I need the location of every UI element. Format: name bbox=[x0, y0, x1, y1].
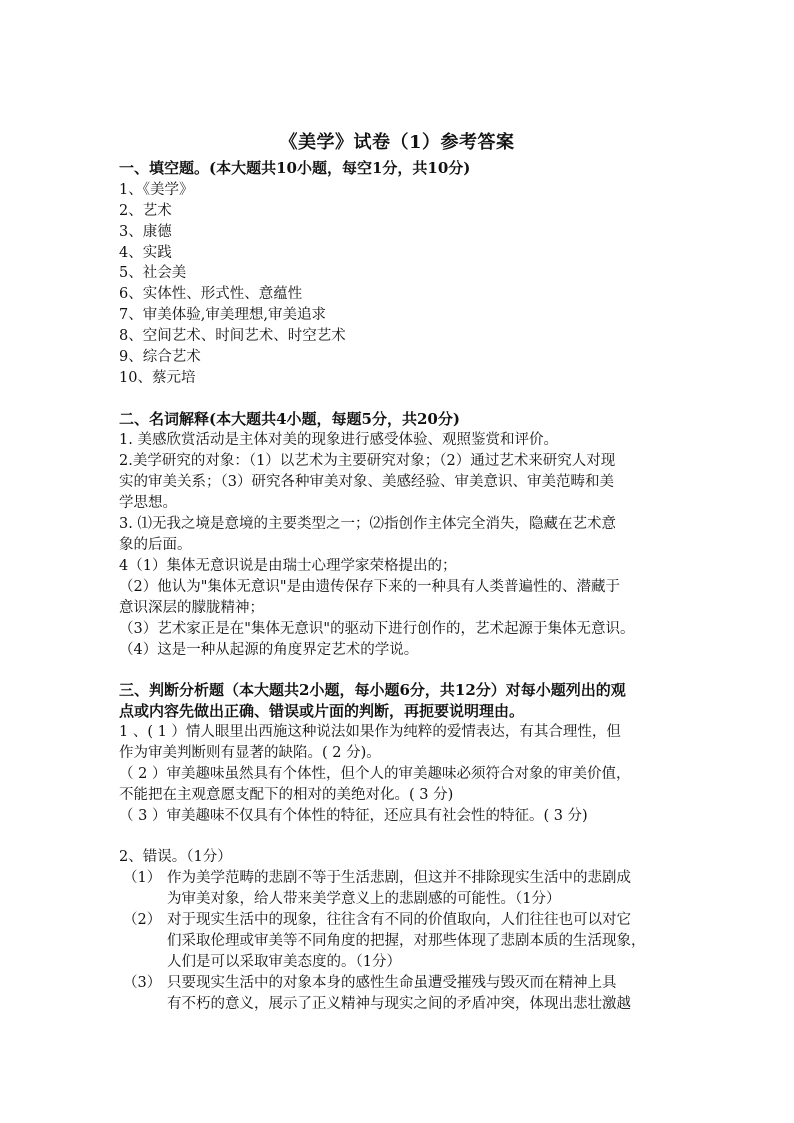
q2-item-line: 只要现实生活中的对象本身的感性生命虽遭受摧残与毁灭而在精神上具 bbox=[167, 975, 617, 991]
term-answer-line: 3. ⑴无我之境是意境的主要类型之一；⑵指创作主体完全消失，隐藏在艺术意 bbox=[119, 516, 616, 532]
fill-answer-10: 10、蔡元培 bbox=[119, 370, 196, 386]
term-answer-line: 象的后面。 bbox=[119, 537, 192, 553]
q2-item-line: 为审美对象，给人带来美学意义上的悲剧感的可能性。（1分） bbox=[167, 891, 561, 907]
judgment-answer-line: （ 2 ）审美趣味虽然具有个体性，但个人的审美趣味必须符合对象的审美价值， bbox=[119, 766, 631, 782]
section2-heading: 二、名词解释(本大题共4小题，每题5分，共20分) bbox=[119, 410, 460, 428]
fill-answer-3: 3、康德 bbox=[119, 224, 172, 240]
term-answer-line: 学思想。 bbox=[119, 495, 177, 511]
term-answer-line: 1. 美感欣赏活动是主体对美的现象进行感受体验、观照鉴赏和评价。 bbox=[119, 432, 558, 448]
term-answer-line: 意识深层的朦胧精神； bbox=[119, 600, 264, 616]
judgment-q2-intro: 2、错误。（1分） bbox=[119, 849, 232, 865]
q2-item-line: 有不朽的意义，展示了正义精神与现实之间的矛盾冲突，体现出悲壮激越 bbox=[167, 996, 631, 1012]
fill-answer-6: 6、实体性、形式性、意蕴性 bbox=[119, 286, 303, 302]
term-answer-line: 2.美学研究的对象：（1）以艺术为主要研究对象；（2）通过艺术来研究人对现 bbox=[119, 453, 616, 469]
fill-answer-7: 7、审美体验,审美理想,审美追求 bbox=[119, 307, 326, 323]
fill-answer-9: 9、综合艺术 bbox=[119, 349, 201, 365]
section3-heading-cont: 点或内容先做出正确、错误或片面的判断，再扼要说明理由。 bbox=[119, 702, 525, 720]
fill-answer-4: 4、实践 bbox=[119, 245, 172, 261]
fill-answer-1: 1、《美学》 bbox=[119, 182, 194, 198]
term-answer-line: （4）这是一种从起源的角度界定艺术的学说。 bbox=[119, 642, 419, 658]
q2-item-line: 们采取伦理或审美等不同角度的把握，对那些体现了悲剧本质的生活现象， bbox=[167, 933, 646, 949]
term-answer-line: （3）艺术家正是在"集体无意识"的驱动下进行创作的，艺术起源于集体无意识。 bbox=[119, 621, 635, 637]
q2-item-number: （1） bbox=[123, 870, 162, 886]
fill-answer-8: 8、空间艺术、时间艺术、时空艺术 bbox=[119, 328, 346, 344]
fill-answer-5: 5、社会美 bbox=[119, 265, 187, 281]
section1-heading: 一、填空题。(本大题共10小题，每空1分，共10分) bbox=[119, 159, 471, 177]
judgment-answer-line: （ 3 ）审美趣味不仅具有个体性的特征，还应具有社会性的特征。( 3 分) bbox=[119, 808, 588, 824]
term-answer-line: 4（1）集体无意识说是由瑞士心理学家荣格提出的； bbox=[119, 558, 457, 574]
term-answer-line: （2）他认为"集体无意识"是由遗传保存下来的一种具有人类普遍性的、潜藏于 bbox=[119, 579, 621, 595]
q2-item-line: 对于现实生活中的现象，往往含有不同的价值取向，人们往往也可以对它 bbox=[167, 912, 631, 928]
document-title: 《美学》试卷（1）参考答案 bbox=[279, 132, 515, 153]
term-answer-line: 实的审美关系；（3）研究各种审美对象、美感经验、审美意识、审美范畴和美 bbox=[119, 474, 614, 490]
section3-heading: 三、判断分析题（本大题共2小题，每小题6分，共12分）对每小题列出的观 bbox=[119, 681, 626, 699]
q2-item-line: 人们是可以采取审美态度的。（1分） bbox=[167, 954, 401, 970]
q2-item-number: （3） bbox=[123, 975, 162, 991]
q2-item-number: （2） bbox=[123, 912, 162, 928]
q2-item-line: 作为美学范畴的悲剧不等于生活悲剧，但这并不排除现实生活中的悲剧成 bbox=[167, 870, 631, 886]
judgment-answer-line: 不能把在主观意愿支配下的相对的美绝对化。( 3 分) bbox=[119, 787, 454, 803]
judgment-answer-line: 作为审美判断则有显著的缺陷。( 2 分)。 bbox=[119, 745, 381, 761]
fill-answer-2: 2、艺术 bbox=[119, 203, 172, 219]
judgment-answer-line: 1 、( 1 ）情人眼里出西施这种说法如果作为纯粹的爱情表达，有其合理性，但 bbox=[119, 724, 621, 740]
